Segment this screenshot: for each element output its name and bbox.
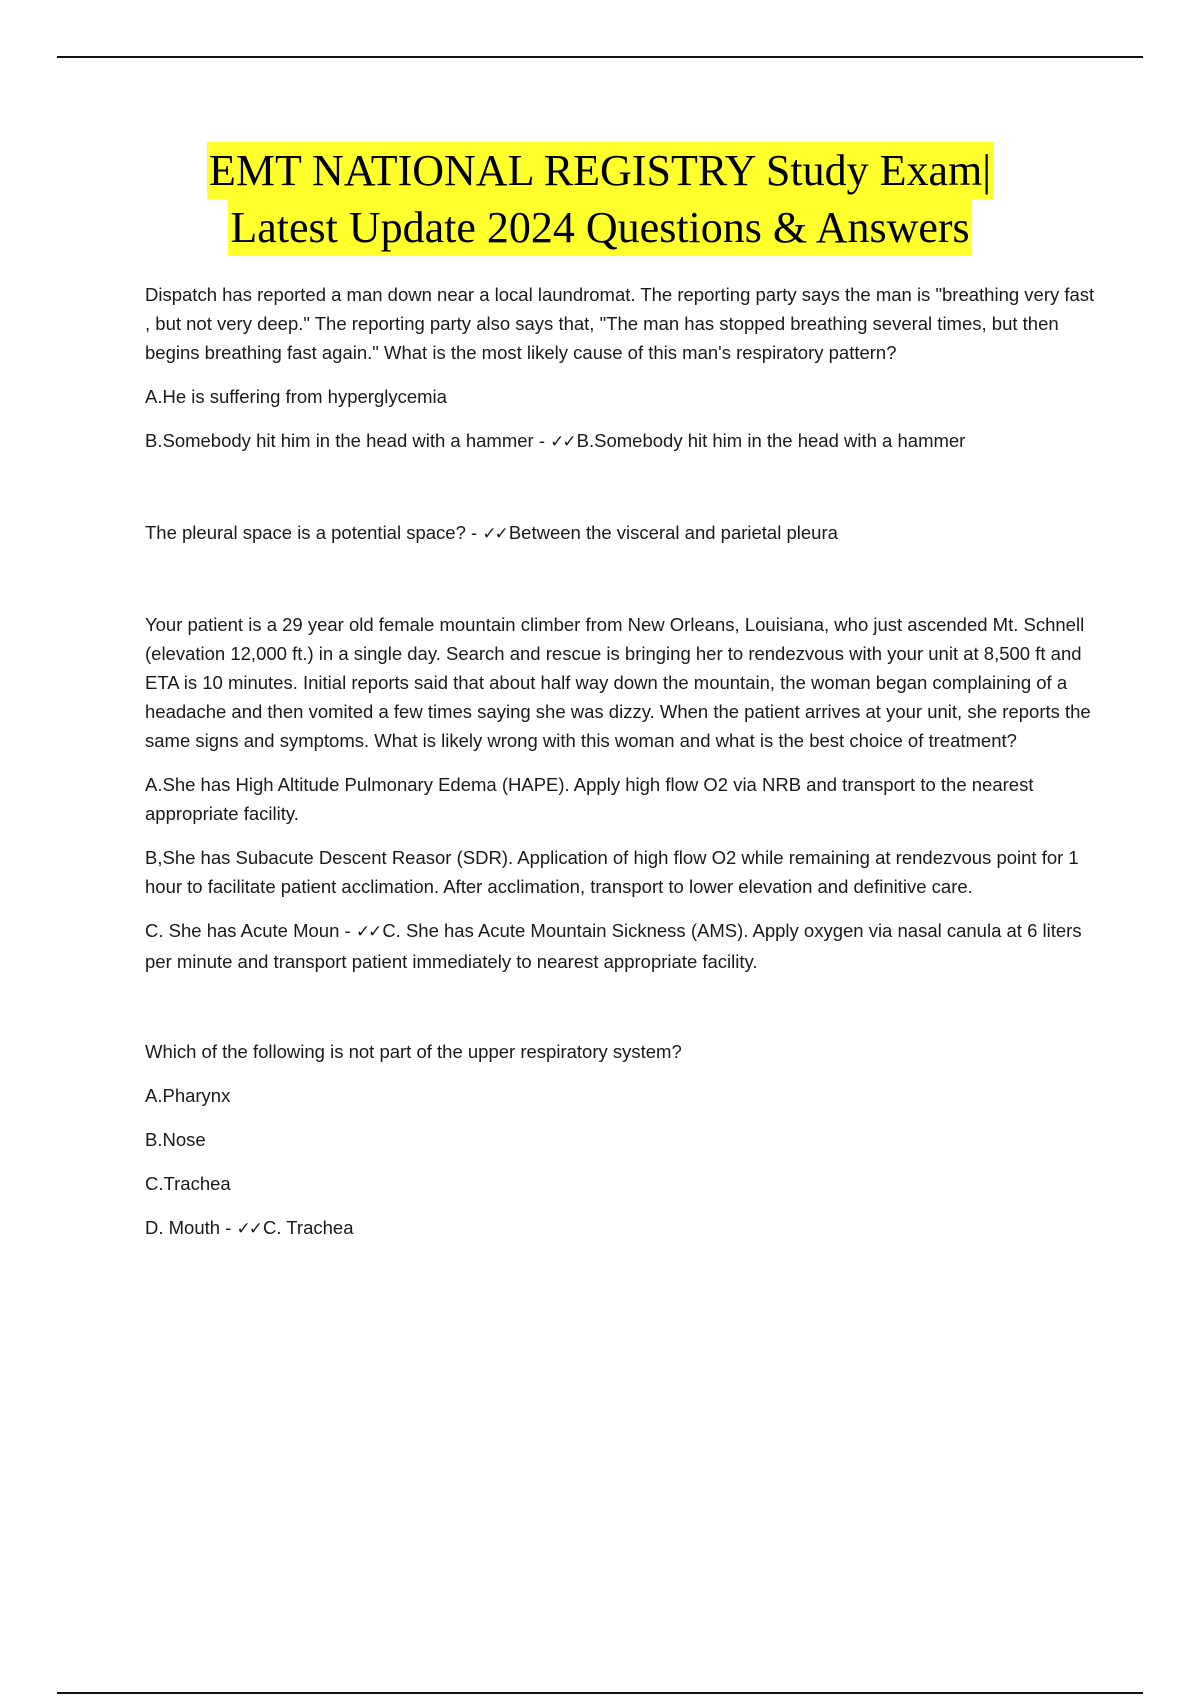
bottom-rule [57, 1692, 1143, 1694]
question-stem: The pleural space is a potential space? - [145, 522, 478, 543]
top-rule [57, 56, 1143, 58]
double-check-icon: ✓✓ [355, 922, 381, 942]
question-block [145, 280, 1095, 457]
question-stem: Dispatch has reported a man down near a local laundromat. The reporting party says the man is "breathing very fast , but not very deep." The reporting party also says that, "The man has stopped breathing several times, but then begins breathing fast again." What is the most likely cause of this man's respiratory pattern? [145, 284, 1095, 363]
title-line-2: Latest Update 2024 Questions & Answers [228, 199, 971, 256]
question-block [145, 518, 1095, 549]
double-check-icon: ✓✓ [482, 524, 507, 544]
question-block [145, 610, 1095, 976]
correct-answer: C. Trachea [263, 1217, 354, 1238]
spacer [145, 472, 1095, 518]
answer-option: A.She has High Altitude Pulmonary Edema (HAPE). Apply high flow O2 via NRB and transport to the nearest appropriate facility. [145, 774, 1034, 824]
double-check-icon: ✓✓ [550, 432, 575, 452]
correct-answer: C. She has Acute Mountain Sickness (AMS). Apply oxygen via nasal canula at 6 liters per minute and transport patient immediately to nearest appropriate facility. [145, 920, 1082, 972]
answer-option: B,She has Subacute Descent Reasor (SDR). Application of high flow O2 while remaining at rendezvous point for 1 hour to facilitate patient acclimation. After acclimation, transport to lower elevation and definitive care. [145, 847, 1079, 897]
answer-line [145, 1213, 1095, 1244]
answer-option: C.Trachea [145, 1173, 231, 1194]
double-check-icon: ✓✓ [236, 1219, 261, 1239]
document-title [60, 142, 1140, 256]
answer-option: B.Somebody hit him in the head with a hammer - [145, 430, 545, 451]
question-block [145, 1037, 1095, 1244]
correct-answer: B.Somebody hit him in the head with a hammer [576, 430, 966, 451]
document-body [145, 280, 1095, 1259]
answer-line [145, 916, 1095, 976]
answer-option: A.Pharynx [145, 1085, 231, 1106]
question-stem: Your patient is a 29 year old female mountain climber from New Orleans, Louisiana, who just ascended Mt. Schnell (elevation 12,000 ft.) in a single day. Search and rescue is bringing her to rendezvous with your unit at 8,500 ft and ETA is 10 minutes. Initial reports said that about half way down the mountain, the woman began complaining of a headache and then vomited a few times saying she was dizzy. When the patient arrives at your unit, she reports the same signs and symptoms. What is likely wrong with this woman and what is the best choice of treatment? [145, 614, 1091, 751]
answer-line [145, 518, 1095, 549]
title-line-1: EMT NATIONAL REGISTRY Study Exam| [207, 142, 993, 199]
spacer [145, 991, 1095, 1037]
answer-line [145, 426, 1095, 457]
question-stem: Which of the following is not part of the upper respiratory system? [145, 1041, 682, 1062]
answer-option: A.He is suffering from hyperglycemia [145, 386, 447, 407]
answer-option: C. She has Acute Moun - [145, 920, 351, 941]
correct-answer: Between the visceral and parietal pleura [508, 522, 838, 543]
answer-option: D. Mouth - [145, 1217, 232, 1238]
answer-option: B.Nose [145, 1129, 206, 1150]
spacer [145, 564, 1095, 610]
